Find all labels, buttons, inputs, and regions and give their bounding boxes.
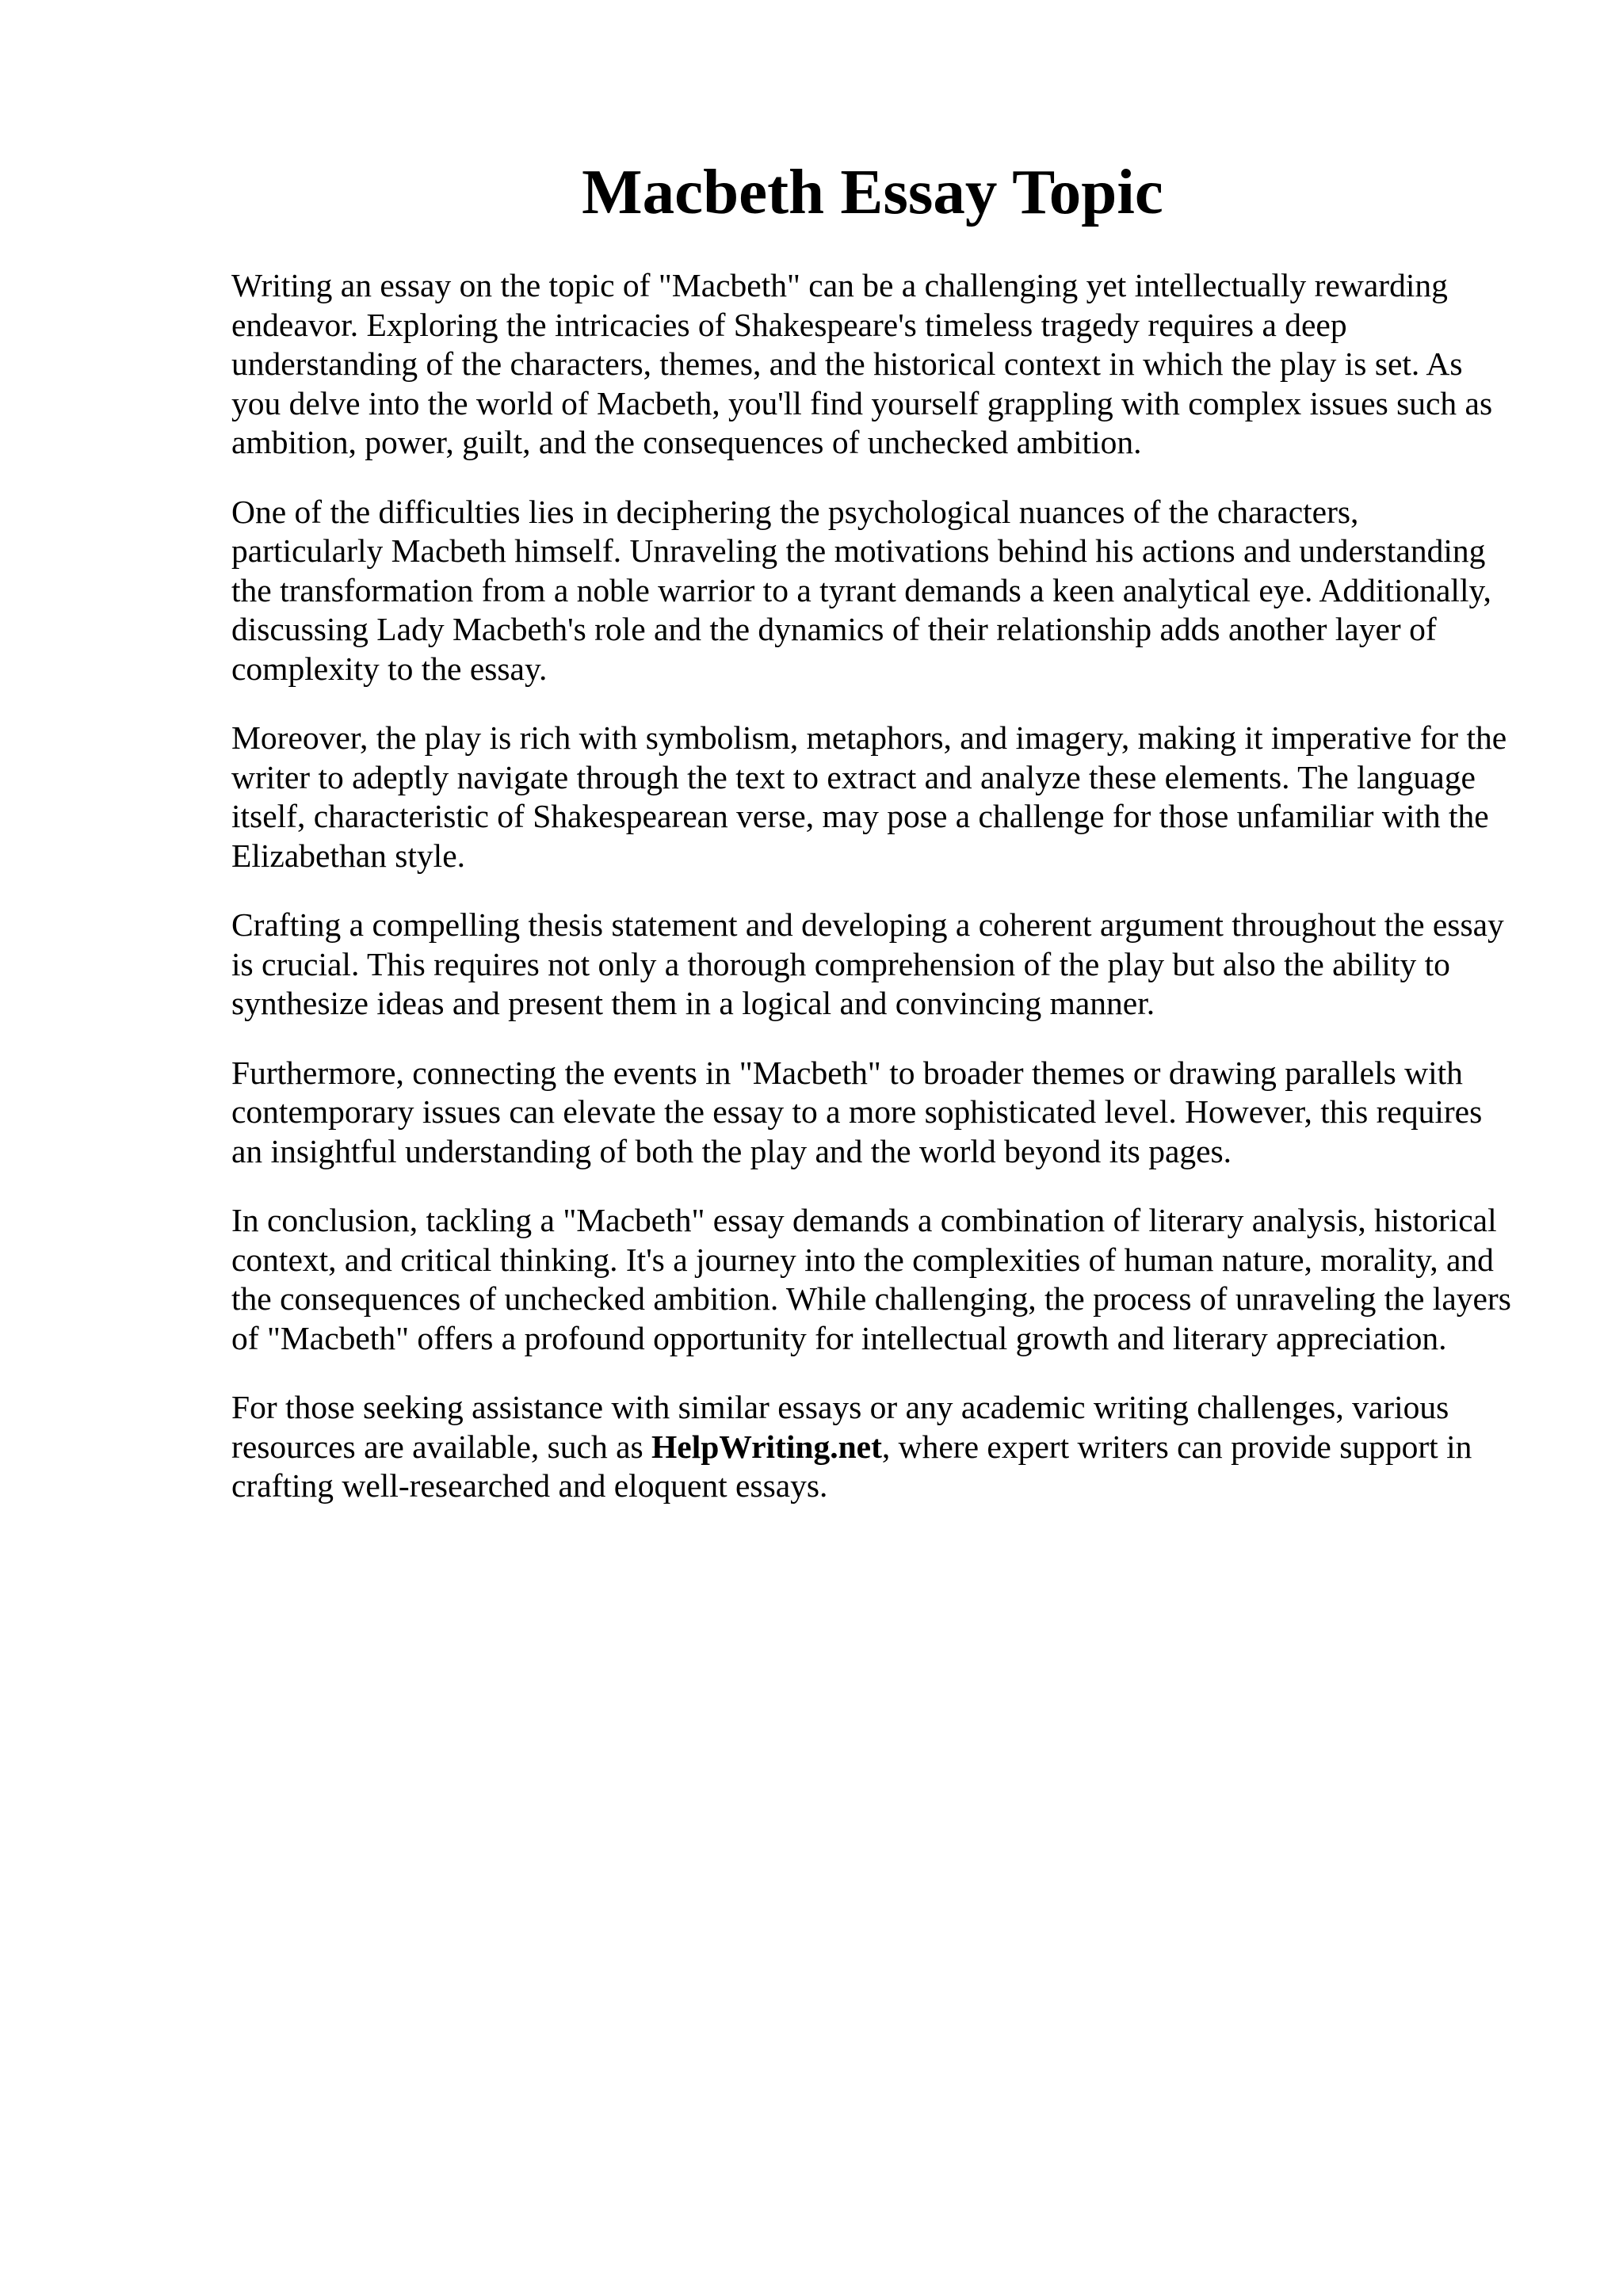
helpwriting-link[interactable]: HelpWriting.net xyxy=(651,1428,882,1465)
paragraph-5: Furthermore, connecting the events in "Macbeth" to broader themes or drawing parallels with contemporary issues can elevate the essay to a more sophisticated level. However, this requires an insightful understanding of both the play and the world beyond its pages. xyxy=(231,1054,1483,1169)
essay-body xyxy=(231,266,1515,1536)
paragraph-4: Crafting a compelling thesis statement and developing a coherent argument throughout the essay is crucial. This requires not only a thorough comprehension of the play but also the ability to synthesize ideas and present them in a logical and convincing manner. xyxy=(231,906,1504,1021)
paragraph-1: Writing an essay on the topic of "Macbeth" can be a challenging yet intellectually rewarding endeavor. Exploring the intricacies of Shakespeare's timeless tragedy requires a deep understanding of the characters, themes, and the historical context in which the play is set. As you delve into the world of Macbeth, you'll find yourself grappling with complex issues such as ambition, power, guilt, and the consequences of unchecked ambition. xyxy=(231,267,1493,460)
paragraph-2: One of the difficulties lies in deciphering the psychological nuances of the characters, particularly Macbeth himself. Unraveling the motivations behind his actions and understanding the transformation from a noble warrior to a tyrant demands a keen analytical eye. Additionally, discussing Lady Macbeth's role and the dynamics of their relationship adds another layer of complexity to the essay. xyxy=(231,493,1491,687)
closing-text-after: , where expert writers can provide support in crafting well-researched and eloquent essays. xyxy=(231,1428,1472,1504)
page-title: Macbeth Essay Topic xyxy=(582,156,1163,227)
paragraph-3: Moreover, the play is rich with symbolism, metaphors, and imagery, making it imperative for the writer to adeptly navigate through the text to extract and analyze these elements. The language itself, characteristic of Shakespearean verse, may pose a challenge for those unfamiliar with the Elizabethan style. xyxy=(231,719,1507,874)
closing-paragraph xyxy=(231,1388,1515,1506)
paragraph-6: In conclusion, tackling a "Macbeth" essay demands a combination of literary analysis, historical context, and critical thinking. It's a journey into the complexities of human nature, morality, and the consequences of unchecked ambition. While challenging, the process of unraveling the layers of "Macbeth" offers a profound opportunity for intellectual growth and literary appreciation. xyxy=(231,1202,1511,1356)
closing-text-before: For those seeking assistance with similar essays or any academic writing challenges, various resources are available, such as xyxy=(231,1389,1449,1465)
